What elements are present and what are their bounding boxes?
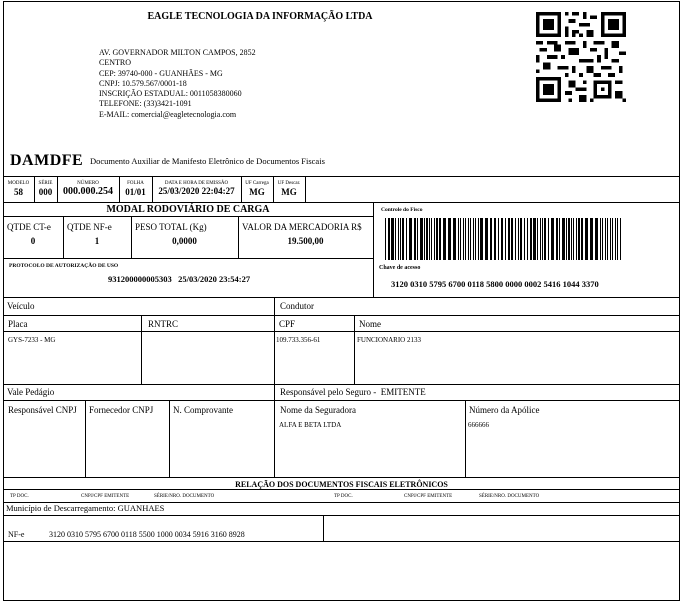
fornecedor-cnpj-label: Fornecedor CNPJ	[89, 405, 154, 415]
nome-value: FUNCIONARIO 2133	[357, 336, 421, 344]
uf-descar-value: MG	[281, 187, 297, 197]
barcode-bar	[448, 218, 451, 260]
address-line: CNPJ: 10.579.567/0001-18	[99, 78, 187, 88]
modelo-value: 58	[14, 187, 23, 197]
barcode-bar	[436, 218, 438, 260]
barcode-bar	[490, 218, 492, 260]
barcode-bar	[475, 218, 476, 260]
barcode-bar	[463, 218, 464, 260]
barcode-bar	[595, 218, 598, 260]
barcode-bar	[424, 218, 425, 260]
barcode-bar	[494, 218, 496, 260]
barcode-bar	[511, 218, 513, 260]
barcode-bar	[501, 218, 503, 260]
barcode-bar	[585, 218, 588, 260]
barcode-bar	[515, 218, 516, 260]
relacao-title: RELAÇÃO DOS DOCUMENTOS FISCAIS ELETRÔNICOS	[235, 480, 448, 489]
col-cnpj-2: CNPJ/CPF EMITENTE	[404, 494, 453, 499]
barcode-bar	[544, 218, 546, 260]
qtd-cte-label: QTDE CT-e	[7, 222, 51, 232]
protocolo-label: PROTOCOLO DE AUTORIZAÇÃO DE USO	[9, 263, 119, 269]
barcode-bar	[402, 218, 404, 260]
company-address	[99, 48, 319, 120]
barcode-bar	[485, 218, 488, 260]
folha-label: FOLHA	[127, 181, 144, 186]
placa-label: Placa	[8, 319, 28, 329]
doc-chave: 3120 0310 5795 6700 0118 5500 1000 0034 5916 3160 8928	[49, 530, 245, 539]
barcode-bar	[480, 218, 483, 260]
barcode-bar	[453, 218, 456, 260]
uf-carrega-value: MG	[249, 187, 265, 197]
protocolo-value: 931200000005303 25/03/2020 23:54:27	[108, 274, 251, 284]
barcode-bar	[620, 218, 621, 260]
barcode-bar	[537, 218, 538, 260]
barcode-bar	[559, 218, 560, 260]
barcode-bar	[524, 218, 525, 260]
barcode-bar	[542, 218, 543, 260]
barcode-bar	[417, 218, 418, 260]
apolice-label: Número da Apólice	[469, 405, 540, 415]
barcode-bar	[617, 218, 618, 260]
seguradora-value: ALFA E BETA LTDA	[279, 421, 342, 429]
municipio-descarregamento: Município de Descarregamento: GUANHAES	[6, 503, 165, 513]
barcode-bar	[602, 218, 603, 260]
barcode-bar	[607, 218, 608, 260]
col-tp-doc: TP DOC.	[10, 494, 29, 499]
barcode-bar	[610, 218, 611, 260]
barcode-bar	[605, 218, 606, 260]
modelo-label: MODELO	[7, 181, 30, 186]
nome-label: Nome	[359, 319, 381, 329]
barcode-bar	[566, 218, 567, 260]
document-description: Documento Auxiliar de Manifesto Eletrônico de Documentos Fiscais	[90, 156, 325, 166]
col-serie-2: SÉRIE/NRO. DOCUMENTO	[479, 494, 540, 499]
barcode-bar	[429, 218, 430, 260]
barcode-bar	[518, 218, 519, 260]
seguradora-label: Nome da Seguradora	[280, 405, 356, 415]
barcode-bar	[470, 218, 471, 260]
apolice-value: 666666	[468, 421, 489, 429]
address-line: INSCRIÇÃO ESTADUAL: 0011058380060	[99, 89, 242, 99]
valor-label: VALOR DA MERCADORIA R$	[242, 222, 362, 232]
cpf-label: CPF	[279, 319, 296, 329]
barcode-bar	[527, 218, 528, 260]
resp-cnpj-label: Responsável CNPJ	[8, 405, 77, 415]
peso-value: 0,0000	[172, 236, 197, 246]
barcode-bar	[439, 218, 441, 260]
barcode-bar	[548, 218, 549, 260]
address-line: CENTRO	[99, 58, 131, 68]
pedagio-title: Vale Pedágio	[7, 387, 55, 397]
barcode-bar	[391, 218, 394, 260]
seguro-resp: EMITENTE	[380, 387, 426, 397]
barcode-bar	[556, 218, 558, 260]
qtd-nfe-label: QTDE NF-e	[67, 222, 112, 232]
company-name: EAGLE TECNOLOGIA DA INFORMAÇÃO LTDA	[147, 11, 373, 22]
serie-value: 000	[38, 187, 53, 197]
controle-label: Controle do Fisco	[381, 207, 423, 213]
barcode	[385, 218, 622, 260]
folha-value: 01/01	[125, 187, 146, 197]
barcode-bar	[388, 218, 390, 260]
seguro-title	[280, 387, 426, 397]
condutor-title: Condutor	[280, 301, 315, 311]
barcode-bar	[460, 218, 461, 260]
barcode-bar	[508, 218, 510, 260]
qtd-cte-value: 0	[30, 236, 36, 246]
barcode-bar	[615, 218, 616, 260]
barcode-bar	[578, 218, 580, 260]
col-tp-doc-2: TP DOC.	[334, 494, 353, 499]
barcode-bar	[498, 218, 499, 260]
numero-value: 000.000.254	[63, 186, 113, 197]
barcode-bar	[612, 218, 613, 260]
address-line: TELEFONE: (33)3421-1091	[99, 99, 192, 109]
numero-label: NÚMERO	[77, 181, 99, 186]
placa-value: GYS-7233 - MG	[8, 336, 56, 344]
barcode-bar	[398, 218, 399, 260]
barcode-bar	[590, 218, 593, 260]
barcode-bar	[551, 218, 554, 260]
qr-code	[536, 12, 626, 102]
barcode-bar	[562, 218, 565, 260]
document-code: DAMDFE	[10, 152, 84, 169]
comprovante-label: N. Comprovante	[173, 405, 233, 415]
barcode-bar	[571, 218, 572, 260]
seguro-title-text: Responsável pelo Seguro -	[280, 387, 377, 397]
barcode-bar	[431, 218, 432, 260]
barcode-bar	[426, 218, 428, 260]
barcode-bar	[400, 218, 401, 260]
address-line: AV. GOVERNADOR MILTON CAMPOS, 2852	[99, 48, 256, 57]
modal-title: MODAL RODOVIÁRIO DE CARGA	[106, 204, 270, 215]
barcode-bar	[573, 218, 574, 260]
barcode-bar	[458, 218, 459, 260]
barcode-bar	[385, 218, 386, 260]
chave-label: Chave de acesso	[379, 265, 421, 271]
doc-tipo: NF-e	[8, 530, 25, 539]
barcode-bar	[409, 218, 412, 260]
cpf-value: 109.733.356-61	[276, 336, 321, 344]
barcode-bar	[468, 218, 469, 260]
barcode-bar	[505, 218, 506, 260]
chave-value: 3120 0310 5795 6700 0118 5800 0000 0002 5416 1044 3370	[391, 279, 599, 289]
uf-carrega-label: UF Carrega	[245, 181, 269, 186]
barcode-bar	[530, 218, 532, 260]
barcode-bar	[520, 218, 522, 260]
barcode-bar	[473, 218, 474, 260]
barcode-bar	[533, 218, 536, 260]
barcode-bar	[434, 218, 435, 260]
barcode-bar	[576, 218, 577, 260]
barcode-bar	[406, 218, 407, 260]
barcode-bar	[420, 218, 423, 260]
barcode-bar	[540, 218, 541, 260]
col-serie: SÉRIE/NRO. DOCUMENTO	[154, 494, 215, 499]
emissao-label: DATA E HORA DE EMISSÃO	[164, 181, 229, 186]
barcode-bar	[478, 218, 479, 260]
uf-descar-label: UF Descar.	[277, 181, 301, 186]
veiculo-title: Veículo	[7, 301, 35, 311]
valor-value: 19.500,00	[287, 236, 324, 246]
serie-label: SÉRIE	[38, 181, 53, 186]
barcode-bar	[568, 218, 570, 260]
barcode-bar	[465, 218, 466, 260]
barcode-bar	[395, 218, 396, 260]
col-cnpj: CNPJ/CPF EMITENTE	[81, 494, 130, 499]
qtd-nfe-value: 1	[94, 236, 100, 246]
address-line: CEP: 39740-000 - GUANHÃES - MG	[99, 68, 223, 78]
barcode-bar	[581, 218, 583, 260]
barcode-bar	[443, 218, 446, 260]
address-line: E-MAIL: comercial@eagletecnologia.com	[99, 109, 237, 119]
barcode-bar	[600, 218, 601, 260]
rntrc-label: RNTRC	[148, 319, 179, 329]
emissao-value: 25/03/2020 22:04:27	[158, 186, 235, 196]
peso-label: PESO TOTAL (Kg)	[135, 222, 207, 232]
barcode-bar	[414, 218, 416, 260]
